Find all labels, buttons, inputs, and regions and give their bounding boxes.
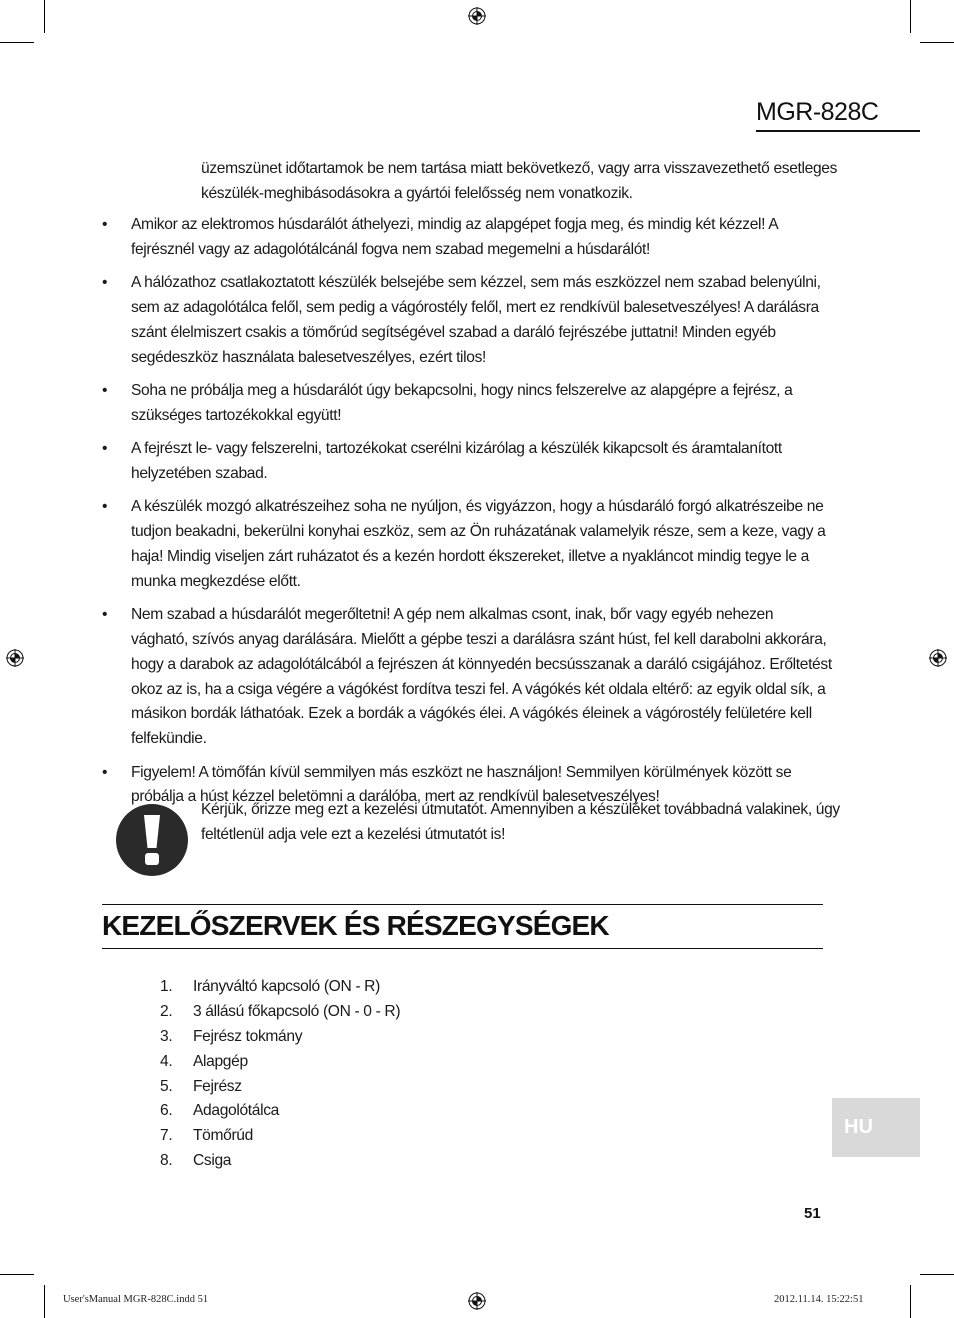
- list-item: [102, 603, 832, 752]
- print-slug-timestamp: 2012.11.14. 15:22:51: [774, 1294, 864, 1305]
- bullet-text: Nem szabad a húsdarálót megerőltetni! A gép nem alkalmas csont, inak, bőr vagy egyéb nehezen vágható, szívós anyag darálására. Mielőtt a gépbe teszi a darálásra szánt húst, fel kell darabolni akkorára, hogy a darabok az adagolótálcából a fejrészen át könnyedén becsússzanak a daráló csigájához. Erőltetést okoz az is, ha a csiga végére a vágókést fordítva teszi fel. A vágókés két oldala eltérő: az egyik oldal sík, a másikon bordák láthatóak. Ezek a bordák a vágókés élei. A vágókés éleinek a vágórostély felületére kell felfekündie.: [131, 606, 832, 748]
- item-label: Fejrész: [193, 1077, 242, 1095]
- item-number: 5.: [160, 1077, 173, 1095]
- language-label: HU: [844, 1116, 873, 1138]
- section-heading: [102, 904, 823, 949]
- bullet-marker: •: [102, 440, 108, 458]
- registration-mark-icon: [928, 648, 948, 668]
- continuation-paragraph: üzemszünet időtartamok be nem tartása miatt bekövetkező, vagy arra visszavezethető esetleges készülék-meghibásodásokra a gyártói felelősség nem vonatkozik.: [201, 160, 838, 202]
- item-label: 3 állású főkapcsoló (ON - 0 - R): [193, 1002, 401, 1020]
- item-number: 3.: [160, 1027, 173, 1045]
- list-item: [102, 379, 832, 429]
- item-number: 2.: [160, 1002, 173, 1020]
- item-label: Alapgép: [193, 1052, 248, 1070]
- bullet-text: A fejrészt le- vagy felszerelni, tartozékokat cserélni kizárólag a készülék kikapcsolt és áramtalanított helyzetében szabad.: [131, 440, 782, 482]
- crop-mark: [44, 0, 45, 33]
- bullet-marker: •: [102, 381, 108, 399]
- language-tab: [832, 1098, 920, 1157]
- crop-mark: [910, 1285, 911, 1318]
- bullet-marker: •: [102, 606, 108, 624]
- bullet-text: Amikor az elektromos húsdarálót áthelyezi, mindig az alapgépet fogja meg, és mindig két kézzel! A fejrésznél vagy az adagolótálcánál fogva nem szabad megemelni a húsdarálót!: [131, 216, 778, 258]
- registration-mark-icon: [467, 1291, 487, 1311]
- list-item: [102, 437, 832, 487]
- bullet-text: A készülék mozgó alkatrészeihez soha ne nyúljon, és vigyázzon, hogy a húsdaráló forgó alkatrészeibe ne tudjon beakadni, bekerülni konyhai eszköz, sem az Ön ruházatának valamelyik része, sem a keze, vagy a haja! Mindig viseljen zárt ruházatot és a kezén hordott ékszereket, illetve a nyakláncot mindig tegye le a munka megkezdése előtt.: [131, 498, 826, 590]
- item-label: Adagolótálca: [193, 1102, 279, 1120]
- item-label: Irányváltó kapcsoló (ON - R): [193, 978, 380, 995]
- registration-mark-icon: [467, 6, 487, 26]
- item-number: 8.: [160, 1152, 173, 1170]
- bullet-text: Soha ne próbálja meg a húsdarálót úgy bekapcsolni, hogy nincs felszerelve az alapgépre a fejrész, a szükséges tartozékokkal együtt!: [131, 381, 793, 424]
- crop-mark: [0, 1274, 34, 1275]
- list-item: [102, 271, 832, 370]
- crop-mark: [44, 1285, 45, 1318]
- safety-bullet-list: [102, 213, 832, 819]
- item-number: 4.: [160, 1052, 173, 1070]
- crop-mark: [0, 42, 34, 43]
- bullet-marker: •: [102, 216, 108, 233]
- item-number: 7.: [160, 1127, 173, 1145]
- bullet-text: Figyelem! A tömőfán kívül semmilyen más eszközt ne használjon! Semmilyen körülmények között se próbálja a húst kézzel beletömni a darálóba, mert az rendkívül balesetveszélyes!: [131, 763, 792, 806]
- model-header: MGR-828C: [756, 96, 920, 132]
- list-item: [102, 495, 832, 594]
- exclamation-circle-icon: [115, 803, 189, 877]
- page-number: 51: [804, 1205, 821, 1222]
- section-title: KEZELŐSZERVEK ÉS RÉSZEGYSÉGEK: [102, 910, 609, 941]
- bullet-marker: •: [102, 274, 108, 292]
- bullet-marker: •: [102, 763, 108, 781]
- item-label: Csiga: [193, 1152, 232, 1170]
- notice-text: Kérjük, őrizze meg ezt a kezelési útmutatót. Amennyiben a készüléket továbbadná valakinek, úgy feltétlenül adja vele ezt a kezelési útmutatót is!: [201, 801, 840, 843]
- item-label: Fejrész tokmány: [193, 1027, 303, 1045]
- item-label: Tömőrúd: [193, 1127, 253, 1145]
- list-item: [102, 213, 832, 263]
- item-number: 1.: [160, 978, 173, 995]
- crop-mark: [920, 1274, 954, 1275]
- crop-mark: [910, 0, 911, 33]
- bullet-text: A hálózathoz csatlakoztatott készülék belsejébe sem kézzel, sem más eszközzel nem szabad belenyúlni, sem az adagolótálca felől, sem pedig a vágórostély felől, mert ez rendkívül balesetveszélyes! A darálásra szánt élelmiszert csakis a tömőrúd segítségével szabad a daráló fejrészébe juttatni! Minden egyéb segédeszköz használata balesetveszélyes, ezért tilos!: [131, 274, 821, 366]
- print-slug-file: User'sManual MGR-828C.indd 51: [63, 1294, 209, 1305]
- item-number: 6.: [160, 1102, 173, 1120]
- bullet-marker: •: [102, 498, 108, 516]
- crop-mark: [920, 42, 954, 43]
- registration-mark-icon: [5, 648, 25, 668]
